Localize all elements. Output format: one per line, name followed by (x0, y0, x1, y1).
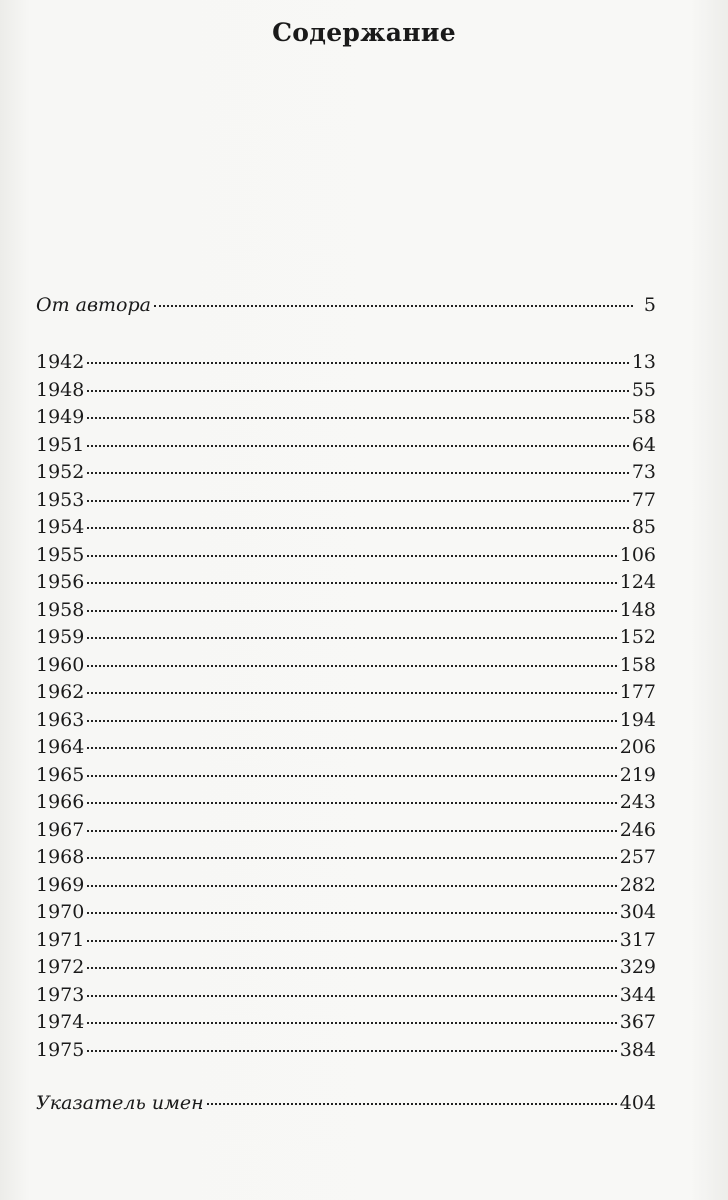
toc-entry-year[interactable] (36, 681, 656, 707)
toc-entry-page: 85 (631, 516, 656, 538)
toc-entry-year[interactable] (36, 929, 656, 955)
toc-entry-page: 344 (619, 983, 656, 1006)
toc-entry-label: 1953 (36, 488, 85, 511)
dot-leader (87, 500, 628, 502)
dot-leader (87, 555, 616, 557)
page-title: Содержание (272, 18, 456, 47)
dot-leader (87, 967, 616, 969)
toc-entry-year[interactable] (36, 599, 656, 625)
toc-entry-label: 1942 (36, 351, 85, 373)
dot-leader (87, 637, 616, 639)
toc-entry-label: 1972 (36, 956, 85, 978)
toc-entry-label: 1965 (36, 763, 85, 786)
toc-entry-page: 206 (619, 736, 656, 758)
dot-leader (87, 692, 616, 694)
dot-leader (87, 527, 628, 529)
toc-entry-year[interactable] (36, 874, 656, 900)
toc-entry-year[interactable] (36, 764, 656, 790)
dot-leader (87, 912, 616, 914)
toc-entry-label: 1959 (36, 626, 85, 648)
toc-entry-page: 329 (619, 956, 656, 978)
toc-entry-label: 1955 (36, 543, 85, 566)
toc-entry-year[interactable] (36, 846, 656, 872)
toc-entry-label: 1971 (36, 928, 85, 951)
dot-leader (87, 417, 628, 419)
dot-leader (207, 1103, 617, 1105)
toc-entry-label: 1962 (36, 681, 85, 703)
dot-leader (87, 390, 628, 392)
toc-entry-year[interactable] (36, 956, 656, 982)
toc-entry-label: 1974 (36, 1011, 85, 1033)
toc-entry-page: 219 (619, 763, 656, 786)
toc-entry-label: 1968 (36, 846, 85, 868)
toc-entry-page: 194 (619, 708, 656, 731)
toc-entry-label: 1970 (36, 901, 85, 923)
dot-leader (87, 830, 616, 832)
toc-entry-year[interactable] (36, 626, 656, 652)
toc-entry-intro[interactable] (36, 294, 656, 320)
toc-entry-year[interactable] (36, 984, 656, 1010)
toc-entry-label: 1948 (36, 378, 85, 401)
toc-entry-year[interactable] (36, 736, 656, 762)
toc-entry-label: 1960 (36, 653, 85, 676)
toc-entry-year[interactable] (36, 544, 656, 570)
dot-leader (87, 885, 616, 887)
toc-entry-year[interactable] (36, 434, 656, 460)
toc-entry-page: 64 (631, 433, 656, 456)
toc-entry-label: 1964 (36, 736, 85, 758)
toc-entry-page: 367 (619, 1011, 656, 1033)
toc-entry-page: 404 (619, 1092, 656, 1114)
toc-entry-page: 282 (619, 873, 656, 896)
toc-entry-label: От автора (36, 294, 151, 316)
dot-leader (87, 995, 616, 997)
toc-entry-page: 73 (631, 461, 656, 483)
toc-entry-year[interactable] (36, 351, 656, 377)
toc-entry-label: 1967 (36, 818, 85, 841)
toc-entry-year[interactable] (36, 516, 656, 542)
toc-entry-label: 1956 (36, 571, 85, 593)
toc-entry-year[interactable] (36, 819, 656, 845)
toc-entry-label: 1958 (36, 598, 85, 621)
toc-entry-page: 13 (631, 351, 656, 373)
toc-entry-label: 1963 (36, 708, 85, 731)
toc-entry-page: 317 (619, 928, 656, 951)
toc-entry-year[interactable] (36, 791, 656, 817)
dot-leader (87, 802, 616, 804)
toc-entry-year[interactable] (36, 901, 656, 927)
toc-entry-page: 384 (619, 1038, 656, 1061)
toc-entry-page: 106 (619, 543, 656, 566)
toc-entry-page: 77 (631, 488, 656, 511)
toc-entry-label: 1951 (36, 433, 85, 456)
dot-leader (87, 582, 616, 584)
toc-entry-page: 177 (619, 681, 656, 703)
toc-entry-page: 304 (619, 901, 656, 923)
toc-entry-page: 158 (619, 653, 656, 676)
toc-entry-page: 257 (619, 846, 656, 868)
toc-entry-page: 58 (631, 406, 656, 428)
toc-entry-label: 1969 (36, 873, 85, 896)
dot-leader (87, 445, 628, 447)
toc-entry-page: 246 (619, 818, 656, 841)
toc-entry-page: 148 (619, 598, 656, 621)
toc-entry-label: 1975 (36, 1038, 85, 1061)
toc-entry-label: Указатель имен (36, 1092, 204, 1114)
toc-entry-label: 1954 (36, 516, 85, 538)
dot-leader (87, 665, 616, 667)
toc-entry-year[interactable] (36, 1039, 656, 1065)
dot-leader (87, 775, 616, 777)
toc-entry-year[interactable] (36, 406, 656, 432)
dot-leader (87, 362, 628, 364)
toc-entry-page: 5 (643, 294, 656, 316)
toc-entry-label: 1952 (36, 461, 85, 483)
toc-entry-page: 152 (619, 626, 656, 648)
dot-leader (87, 472, 628, 474)
dot-leader (87, 610, 616, 612)
toc-entry-year[interactable] (36, 654, 656, 680)
toc-entry-page: 55 (631, 378, 656, 401)
toc-entry-year[interactable] (36, 489, 656, 515)
dot-leader (87, 1050, 616, 1052)
dot-leader (154, 305, 633, 307)
toc-entry-page: 243 (619, 791, 656, 813)
toc-entry-page: 124 (619, 571, 656, 593)
dot-leader (87, 720, 616, 722)
dot-leader (87, 940, 616, 942)
toc-entry-index[interactable] (36, 1092, 656, 1118)
dot-leader (87, 747, 616, 749)
toc-entry-label: 1949 (36, 406, 85, 428)
toc-entry-year[interactable] (36, 379, 656, 405)
dot-leader (87, 857, 616, 859)
toc-entry-year[interactable] (36, 571, 656, 597)
dot-leader (87, 1022, 616, 1024)
toc-entry-label: 1966 (36, 791, 85, 813)
toc-entry-label: 1973 (36, 983, 85, 1006)
toc-entry-year[interactable] (36, 461, 656, 487)
toc-entry-year[interactable] (36, 709, 656, 735)
toc-entry-year[interactable] (36, 1011, 656, 1037)
